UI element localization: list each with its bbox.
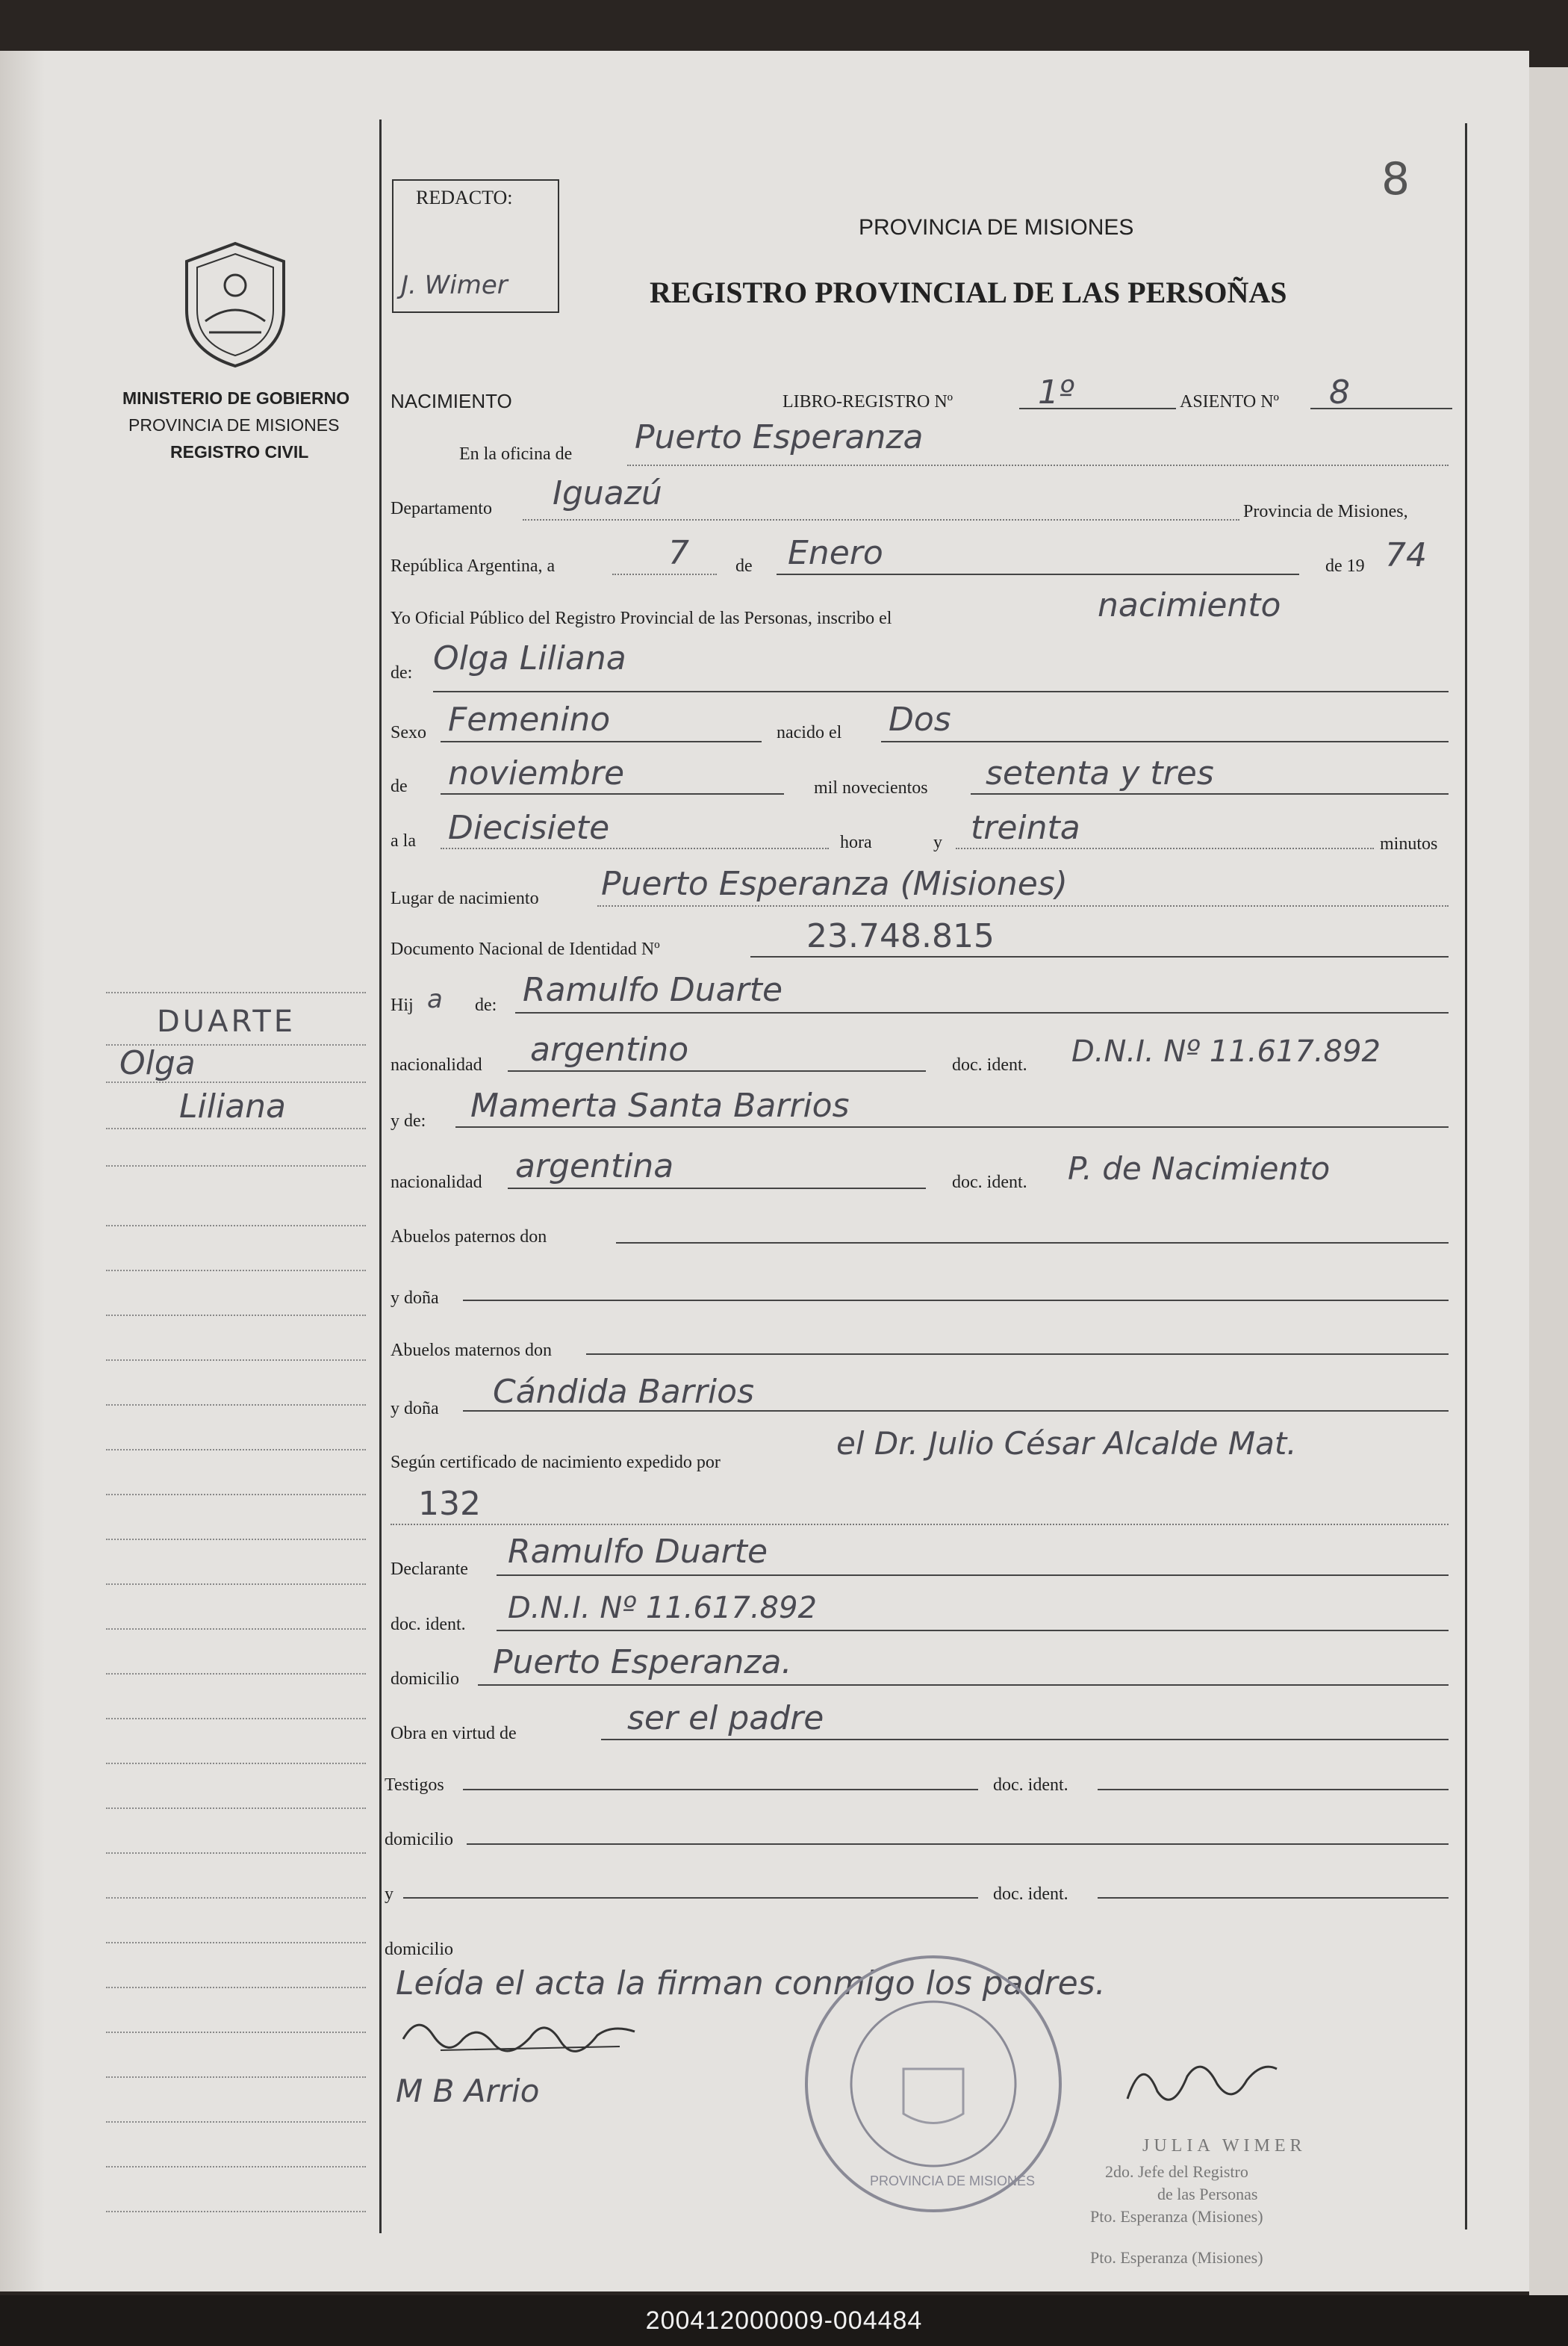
margin-line <box>106 1225 366 1226</box>
mes-nac-line <box>441 793 784 795</box>
abuelos-paternos-line <box>616 1242 1449 1244</box>
testigo2-line <box>403 1897 978 1899</box>
name-value: Olga Liliana <box>433 639 626 677</box>
departamento-value: Iguazú <box>553 474 662 512</box>
margin-line <box>106 1165 366 1167</box>
padre-doc-label: doc. ident. <box>952 1055 1027 1075</box>
minutos-line <box>956 848 1374 849</box>
libro-line <box>1019 408 1176 409</box>
madre-line <box>455 1126 1449 1128</box>
margin-line <box>106 1942 366 1943</box>
margin-line <box>106 2166 366 2167</box>
departamento-line <box>523 519 1239 521</box>
abuela-materna-value: Cándida Barrios <box>493 1373 755 1411</box>
abuelos-maternos-label: Abuelos maternos don <box>391 1341 552 1360</box>
padre-value: Ramulfo Duarte <box>523 971 783 1009</box>
decl-doc-value: D.N.I. Nº 11.617.892 <box>508 1591 817 1625</box>
margin-line <box>106 1673 366 1675</box>
margin-line <box>106 2211 366 2212</box>
margin-name2: Liliana <box>179 1087 286 1126</box>
archive-id: 200412000009-004484 <box>645 2306 923 2335</box>
margin-line <box>106 1449 366 1450</box>
ala-label: a la <box>391 831 416 851</box>
margin-line <box>106 1807 366 1809</box>
margin-surname: DUARTE <box>157 1005 296 1039</box>
y-label: y <box>933 833 942 852</box>
departamento-label: Departamento <box>391 499 492 518</box>
asiento-value: 8 <box>1329 373 1350 412</box>
asiento-line <box>1310 408 1452 409</box>
margin-line <box>106 1628 366 1630</box>
sexo-label: Sexo <box>391 723 426 742</box>
stamp-line4: Pto. Esperanza (Misiones) <box>1090 2207 1263 2226</box>
segun-label: Según certificado de nacimiento expedido por <box>391 1453 721 1472</box>
hijo-label-c: de: <box>475 996 497 1015</box>
decl-doc-line <box>497 1630 1449 1631</box>
mil-label: mil novecientos <box>814 778 928 798</box>
hijo-label-b: a <box>427 984 443 1014</box>
margin-line <box>106 2076 366 2078</box>
margin-line <box>106 2121 366 2123</box>
libro-label: LIBRO-REGISTRO Nº <box>783 392 953 412</box>
right-frame-line <box>1465 123 1467 2229</box>
mes-value: Enero <box>788 534 883 572</box>
de-label: de <box>735 556 753 576</box>
mil-line <box>971 793 1449 795</box>
segun-value: el Dr. Julio César Alcalde Mat. <box>836 1425 1297 1462</box>
name-line <box>433 691 1449 692</box>
obra-value: ser el padre <box>627 1699 824 1737</box>
republica-label: República Argentina, a <box>391 556 556 576</box>
nacido-value: Dos <box>889 701 951 739</box>
margin-line <box>106 1494 366 1495</box>
padre-doc-value: D.N.I. Nº 11.617.892 <box>1071 1034 1381 1069</box>
declarante-label: Declarante <box>391 1560 468 1579</box>
hora-value: Diecisiete <box>448 809 610 847</box>
obra-label: Obra en virtud de <box>391 1724 517 1743</box>
margin-line <box>106 1583 366 1585</box>
madre-nac-value: argentina <box>515 1147 674 1185</box>
redacto-value: J. Wimer <box>401 270 508 300</box>
domicilio-line <box>478 1684 1449 1686</box>
margin-line <box>106 1270 366 1271</box>
lugar-line <box>597 905 1449 907</box>
testigo-domicilio-label: domicilio <box>385 1830 453 1849</box>
de-mes-label: de <box>391 777 408 796</box>
mil-value: setenta y tres <box>986 754 1214 792</box>
abuela-materna-line <box>463 1410 1449 1412</box>
dni-line <box>750 956 1449 958</box>
official-seal <box>799 1949 1068 2222</box>
padre-nac-line <box>508 1070 926 1072</box>
testigos-line <box>463 1789 978 1790</box>
hora-label: hora <box>840 833 872 852</box>
obra-line <box>601 1739 1449 1740</box>
nacido-label: nacido el <box>777 723 842 742</box>
padre-nac-value: argentino <box>530 1031 689 1069</box>
oficial-text: Yo Oficial Público del Registro Provincial de las Personas, inscribo el <box>391 609 892 628</box>
page-edge <box>1529 67 1568 2300</box>
header-title: REGISTRO PROVINCIAL DE LAS PERSOÑAS <box>650 276 1287 309</box>
dni-value: 23.748.815 <box>806 917 995 955</box>
segun-line2 <box>391 1524 1449 1525</box>
father-signature <box>396 2009 642 2073</box>
lugar-label: Lugar de nacimiento <box>391 889 539 908</box>
testigos-doc-line <box>1098 1789 1449 1790</box>
padre-nac-label: nacionalidad <box>391 1055 482 1075</box>
hora-line <box>441 848 829 849</box>
nacido-line <box>881 741 1449 742</box>
testigo2-doc-label: doc. ident. <box>993 1884 1068 1904</box>
minutos-value: treinta <box>971 809 1080 847</box>
stamp-line1: JULIA WIMER <box>1142 2136 1307 2156</box>
oficina-value: Puerto Esperanza <box>635 418 924 456</box>
minutos-label: minutos <box>1380 834 1438 854</box>
header-province: PROVINCIA DE MISIONES <box>859 215 1134 240</box>
madre-nac-line <box>508 1188 926 1189</box>
margin-line <box>106 2032 366 2033</box>
oficina-label: En la oficina de <box>459 444 573 464</box>
testigos-doc-label: doc. ident. <box>993 1775 1068 1795</box>
asiento-label: ASIENTO Nº <box>1180 392 1279 412</box>
margin-line <box>106 1404 366 1406</box>
declarante-line <box>497 1574 1449 1576</box>
margin-line <box>106 1897 366 1899</box>
inscribo-value: nacimiento <box>1098 586 1281 624</box>
page-number: 8 <box>1381 153 1410 205</box>
left-province: PROVINCIA DE MISIONES <box>128 415 340 435</box>
domicilio-label: domicilio <box>391 1669 459 1689</box>
oficina-line <box>627 465 1449 466</box>
hijo-label-a: Hij <box>391 996 414 1015</box>
margin-line <box>106 992 366 993</box>
margin-name1: Olga <box>119 1044 196 1082</box>
margin-line <box>106 1128 366 1129</box>
libro-value: 1º <box>1038 373 1074 412</box>
margin-line <box>106 1763 366 1764</box>
dia-line <box>612 574 717 575</box>
de-name-label: de: <box>391 663 413 683</box>
madre-doc-value: P. de Nacimiento <box>1068 1150 1331 1187</box>
de-year-label: de 19 <box>1325 556 1365 576</box>
madre-doc-label: doc. ident. <box>952 1173 1027 1192</box>
sexo-value: Femenino <box>448 701 611 739</box>
lugar-value: Puerto Esperanza (Misiones) <box>601 865 1068 903</box>
decl-doc-label: doc. ident. <box>391 1615 466 1634</box>
margin-line <box>106 1359 366 1361</box>
mother-signature: M B Arrio <box>396 2073 540 2109</box>
margin-line <box>106 1852 366 1854</box>
dni-label: Documento Nacional de Identidad Nº <box>391 940 660 959</box>
padre-line <box>515 1012 1449 1014</box>
madre-nac-label: nacionalidad <box>391 1173 482 1192</box>
mes-nac-value: noviembre <box>448 754 625 792</box>
margin-line <box>106 1539 366 1540</box>
book-spine <box>0 51 45 2291</box>
record-type: NACIMIENTO <box>391 390 512 412</box>
redacto-box <box>392 179 559 313</box>
testigo-domicilio-line <box>467 1843 1449 1845</box>
testigo2-doc-line <box>1098 1897 1449 1899</box>
abuelos-paternos-label: Abuelos paternos don <box>391 1227 547 1247</box>
margin-line <box>106 1718 366 1719</box>
testigos-label: Testigos <box>385 1775 444 1795</box>
domicilio-value: Puerto Esperanza. <box>493 1643 792 1681</box>
provincia-label: Provincia de Misiones, <box>1243 502 1408 521</box>
abuelos-maternos-line <box>586 1353 1449 1355</box>
crest-logo <box>179 239 291 373</box>
redacto-label: REDACTO: <box>416 187 513 208</box>
dona-paterna-line <box>463 1300 1449 1301</box>
sexo-line <box>441 741 762 742</box>
y2-label: y <box>385 1884 393 1904</box>
seal-text: PROVINCIA DE MISIONES <box>870 2173 1036 2188</box>
left-ministry: MINISTERIO DE GOBIERNO <box>122 388 350 408</box>
testigo2-domicilio-label: domicilio <box>385 1940 453 1959</box>
leida-value: Leída el acta la firman conmigo los padres. <box>396 1964 1106 2002</box>
year-value: 74 <box>1385 536 1427 574</box>
left-frame-line <box>379 120 382 2233</box>
y-de-label: y de: <box>391 1111 426 1131</box>
mes-line <box>777 574 1299 575</box>
stamp-line3: de las Personas <box>1157 2185 1258 2203</box>
declarante-value: Ramulfo Duarte <box>508 1533 768 1571</box>
segun-value2: 132 <box>418 1485 481 1523</box>
stamp-line5: Pto. Esperanza (Misiones) <box>1090 2248 1263 2267</box>
madre-value: Mamerta Santa Barrios <box>470 1087 850 1125</box>
y-dona-materna-label: y doña <box>391 1399 439 1418</box>
margin-line <box>106 1315 366 1316</box>
dia-value: 7 <box>668 534 689 572</box>
stamp-line2: 2do. Jefe del Registro <box>1105 2162 1248 2181</box>
y-dona-paterna-label: y doña <box>391 1288 439 1308</box>
official-signature <box>1113 2046 1284 2125</box>
margin-line <box>106 1987 366 1988</box>
left-registry: REGISTRO CIVIL <box>170 442 309 462</box>
